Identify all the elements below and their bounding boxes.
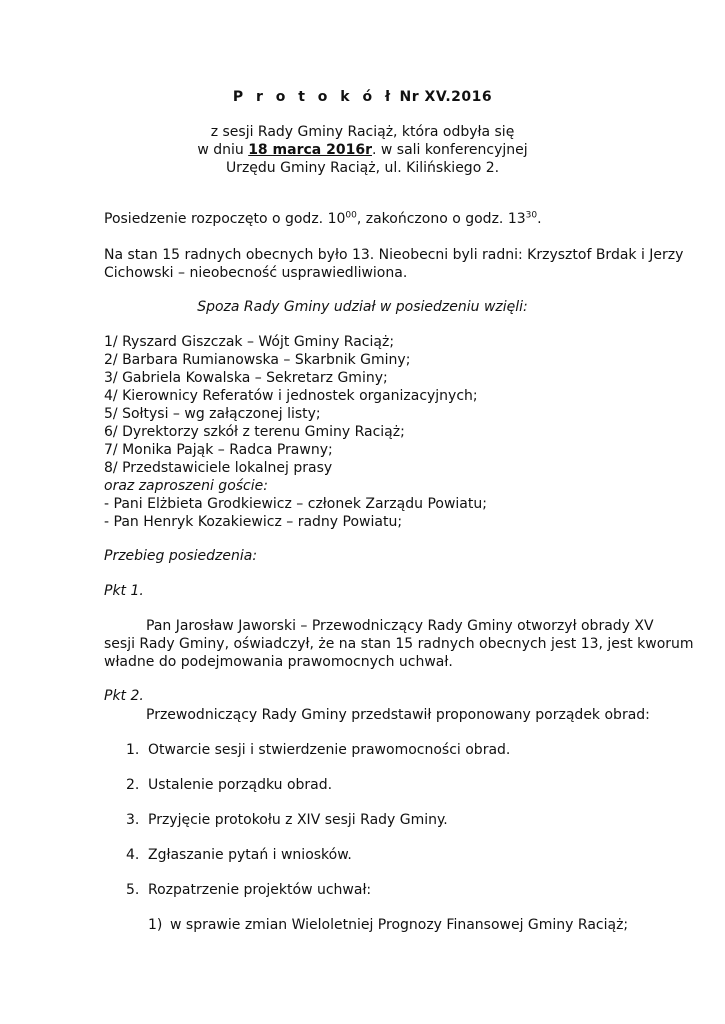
agenda-item-text: Ustalenie porządku obrad. xyxy=(148,777,333,793)
invited-item: - Pani Elżbieta Grodkiewicz – członek Zarządu Powiatu; xyxy=(104,496,487,512)
session-end-minutes: 30 xyxy=(525,210,538,221)
header-line-1: z sesji Rady Gminy Raciąż, która odbyła się xyxy=(210,124,515,140)
agenda-item-text: Otwarcie sesji i stwierdzenie prawomocności obrad. xyxy=(148,742,511,758)
header-date-suffix: . w sali konferencyjnej xyxy=(371,142,528,158)
guest-item: 1/ Ryszard Giszczak – Wójt Gminy Raciąż; xyxy=(104,334,395,350)
agenda-subitem-number: 1) xyxy=(148,917,163,933)
pkt1-line-1: Pan Jarosław Jaworski – Przewodniczący Rady Gminy otworzył obrady XV xyxy=(146,618,654,634)
agenda-item-number: 1. xyxy=(126,742,140,758)
guest-item: 8/ Przedstawiciele lokalnej prasy xyxy=(104,460,333,476)
guest-item: 5/ Sołtysi – wg załączonej listy; xyxy=(104,406,321,422)
guest-item: 6/ Dyrektorzy szkół z terenu Gminy Raciąż; xyxy=(104,424,405,440)
agenda-item-text: Rozpatrzenie projektów uchwał: xyxy=(148,882,372,898)
session-start-minutes: 00 xyxy=(345,210,357,221)
proceedings-heading: Przebieg posiedzenia: xyxy=(104,548,258,564)
attendance-line-1: Na stan 15 radnych obecnych było 13. Nieobecni byli radni: Krzysztof Brdak i Jerzy xyxy=(104,247,684,263)
agenda-subitem-text: w sprawie zmian Wieloletniej Prognozy Finansowej Gminy Raciąż; xyxy=(170,917,629,933)
guest-item: 2/ Barbara Rumianowska – Skarbnik Gminy; xyxy=(104,352,411,368)
header-line-3: Urzędu Gminy Raciąż, ul. Kilińskiego 2. xyxy=(225,160,500,176)
agenda-item-text: Zgłaszanie pytań i wniosków. xyxy=(148,847,352,863)
guest-item: 3/ Gabriela Kowalska – Sekretarz Gminy; xyxy=(104,370,388,386)
header-date-prefix: w dniu xyxy=(197,142,249,158)
pkt1-line-2: sesji Rady Gminy, oświadczył, że na stan 15 radnych obecnych jest 13, jest kworum xyxy=(104,636,694,652)
pkt1-line-3: władne do podejmowania prawomocnych uchwał. xyxy=(104,654,453,670)
agenda-item-number: 2. xyxy=(126,777,140,793)
session-start-text: Posiedzenie rozpoczęto o godz. 10 xyxy=(104,211,346,227)
pkt2-label: Pkt 2. xyxy=(104,688,144,704)
agenda-item-number: 4. xyxy=(126,847,140,863)
title-spaced: P r o t o k ó ł xyxy=(232,89,395,105)
invited-item: - Pan Henryk Kozakiewicz – radny Powiatu; xyxy=(104,514,403,530)
session-end-text: , zakończono o godz. 13 xyxy=(356,211,526,227)
document-title xyxy=(0,88,725,106)
attendance-line-2: Cichowski – nieobecność usprawiedliwiona. xyxy=(104,265,408,281)
session-time-period: . xyxy=(537,211,542,227)
session-time xyxy=(104,210,542,228)
guest-item: 4/ Kierownicy Referatów i jednostek organizacyjnych; xyxy=(104,388,478,404)
header-line-2 xyxy=(0,141,725,159)
guests-heading: Spoza Rady Gminy udział w posiedzeniu wzięli: xyxy=(197,299,528,315)
pkt2-intro: Przewodniczący Rady Gminy przedstawił proponowany porządek obrad: xyxy=(146,707,650,723)
agenda-item-number: 5. xyxy=(126,882,140,898)
guest-item: 7/ Monika Pająk – Radca Prawny; xyxy=(104,442,333,458)
header-date: 18 marca 2016r xyxy=(248,142,372,158)
agenda-item-number: 3. xyxy=(126,812,140,828)
pkt1-label: Pkt 1. xyxy=(104,583,144,599)
invited-heading: oraz zaproszeni goście: xyxy=(104,478,268,494)
title-number: Nr XV.2016 xyxy=(394,89,493,105)
agenda-item-text: Przyjęcie protokołu z XIV sesji Rady Gminy. xyxy=(148,812,448,828)
